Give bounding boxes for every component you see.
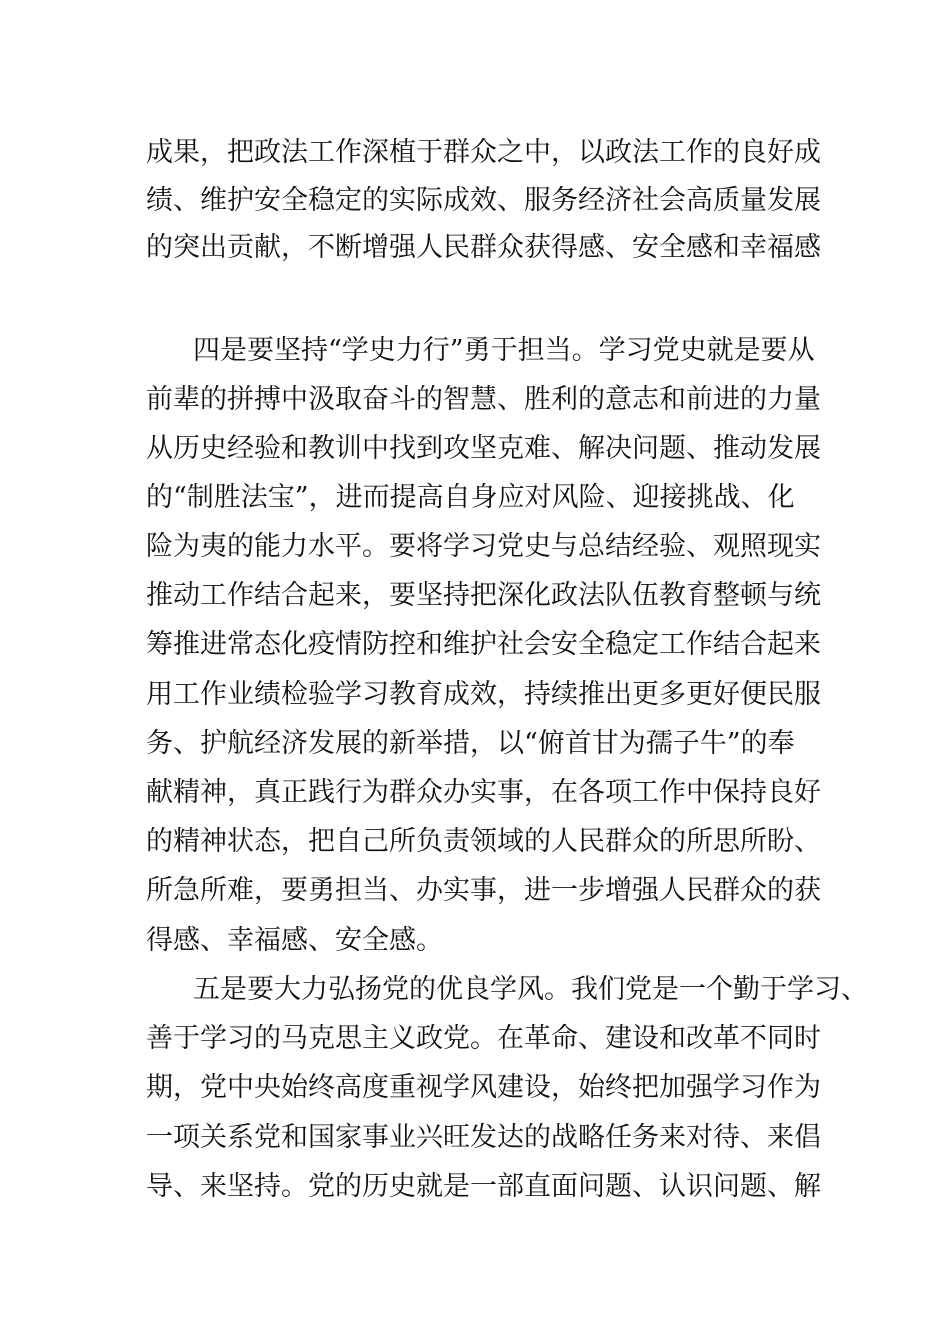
paragraph-2-line-11: 的精神状态，把自己所负责领域的人民群众的所思所盼、 [146,826,821,857]
paragraph-2-line-5: 险为夷的能力水平。要将学习党史与总结经验、观照现实 [146,531,821,562]
paragraph-2-line-6: 推动工作结合起来，要坚持把深化政法队伍教育整顿与统 [146,580,821,611]
paragraph-1-line-3: 的突出贡献，不断增强人民群众获得感、安全感和幸福感 [146,232,821,263]
paragraph-3-line-1: 五是要大力弘扬党的优良学风。我们党是一个勤于学习、 [193,974,868,1005]
paragraph-2-line-10: 献精神，真正践行为群众办实事，在各项工作中保持良好 [146,777,821,808]
paragraph-2-line-13: 得感、幸福感、安全感。 [146,925,443,956]
paragraph-2-line-4: 的“制胜法宝”，进而提高自身应对风险、迎接挑战、化 [146,482,795,513]
paragraph-1-line-1: 成果，把政法工作深植于群众之中，以政法工作的良好成 [146,137,821,168]
paragraph-2-line-12: 所急所难，要勇担当、办实事，进一步增强人民群众的获 [146,875,821,906]
paragraph-2-line-3: 从历史经验和教训中找到攻坚克难、解决问题、推动发展 [146,433,821,464]
paragraph-3-line-5: 导、来坚持。党的历史就是一部直面问题、认识问题、解 [146,1171,821,1202]
paragraph-2-line-7: 筹推进常态化疫情防控和维护社会安全稳定工作结合起来 [146,629,821,660]
paragraph-3-line-2: 善于学习的马克思主义政党。在革命、建设和改革不同时 [146,1023,821,1054]
paragraph-1-line-2: 绩、维护安全稳定的实际成效、服务经济社会高质量发展 [146,185,821,216]
paragraph-3-line-3: 期，党中央始终高度重视学风建设，始终把加强学习作为 [146,1072,821,1103]
paragraph-2-line-8: 用工作业绩检验学习教育成效，持续推出更多更好便民服 [146,679,821,710]
paragraph-2-line-9: 务、护航经济发展的新举措，以“俯首甘为孺子牛”的奉 [146,728,795,759]
paragraph-2-line-2: 前辈的拼搏中汲取奋斗的智慧、胜利的意志和前进的力量 [146,384,821,415]
paragraph-2-line-1: 四是要坚持“学史力行”勇于担当。学习党史就是要从 [193,335,815,366]
paragraph-3-line-4: 一项关系党和国家事业兴旺发达的战略任务来对待、来倡 [146,1122,821,1153]
